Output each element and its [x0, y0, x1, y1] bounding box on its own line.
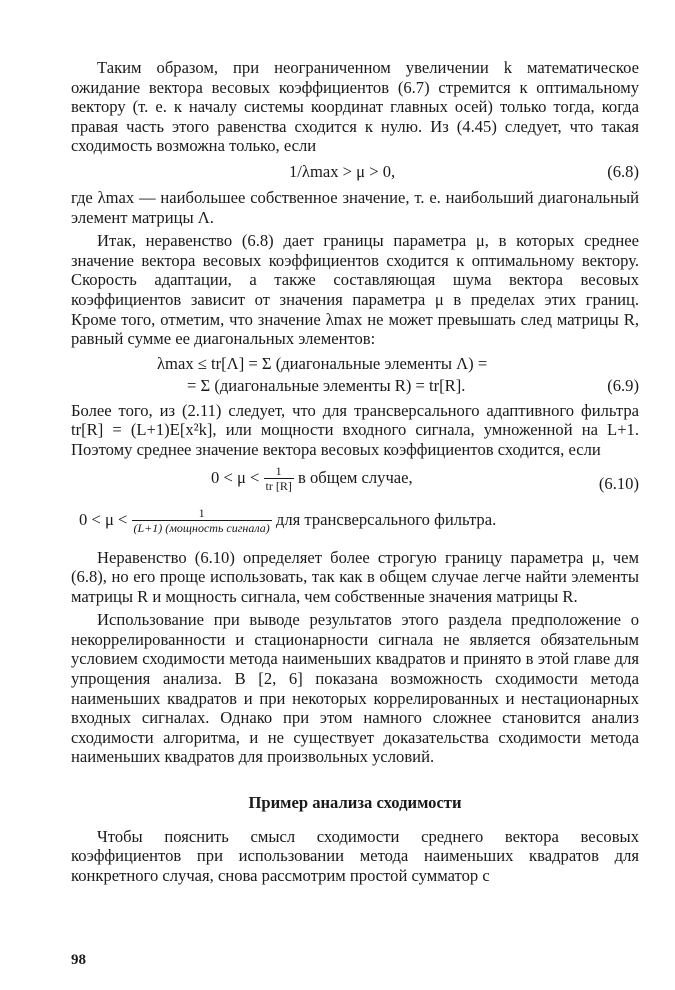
- equation-rhs: для трансверсального фильтра.: [275, 509, 497, 529]
- equation-line-1: λmax ≤ tr[Λ] = Σ (диагональные элементы Λ) =: [157, 353, 488, 373]
- paragraph-example-intro: Чтобы пояснить смысл сходимости среднего вектора весовых коэффициентов при использовании метода наименьших квадратов для конкретного случая, снова рассмотрим простой сумматор с: [71, 826, 639, 885]
- fraction-numerator: 1: [264, 465, 294, 479]
- equation-6-8: [71, 158, 639, 186]
- equation-lhs: 0 < μ <: [79, 509, 128, 529]
- equation-line-2: = Σ (диагональные элементы R) = tr[R].: [187, 375, 466, 395]
- fraction-denominator: tr [R]: [265, 478, 292, 493]
- equation-number: (6.9): [607, 375, 639, 395]
- fraction-denominator: (L+1) (мощность сигнала): [133, 520, 270, 535]
- paragraph-convergence-intro: Таким образом, при неограниченном увеличении k математическое ожидание вектора весовых коэффициентов (6.7) стремится к оптимальному вектору (т. е. к началу системы координат главных осей) только тогда, когда правая часть этого равенства сходится к нулю. Из (4.45) следует, что такая сходимость возможна только, если: [71, 58, 639, 156]
- paragraph-inequality-comparison: Неравенство (6.10) определяет более строгую границу параметра μ, чем (6.8), но его проще использовать, так как в общем случае легче найти элементы матрицы R и мощность сигнала, чем собственные значения матрицы R.: [71, 547, 639, 606]
- fraction: [132, 507, 272, 535]
- section-heading: Пример анализа сходимости: [248, 793, 462, 813]
- paragraph-assumptions: Использование при выводе результатов этого раздела предположение о некоррелированности и стационарности сигнала не является обязательным условием сходимости метода наименьших квадратов и принято в этой главе для упрощения анализа. В [2, 6] показана возможность сходимости метода наименьших квадратов и при некоторых коррелированных и нестационарных входных сигналах. Однако при этом намного сложнее становится анализ сходимости алгоритма, и не существует доказательства сходимости метода наименьших квадратов для произвольных условий.: [71, 610, 639, 767]
- page-number: 98: [71, 952, 86, 968]
- equation-number: (6.10): [598, 473, 639, 493]
- equation-6-9: [71, 351, 639, 399]
- equation-lhs: 0 < μ <: [211, 467, 260, 487]
- equation-number: (6.8): [607, 161, 639, 181]
- fraction-numerator: 1: [132, 507, 272, 521]
- equation-formula: 1/λmax > μ > 0,: [289, 161, 396, 181]
- equation-6-10-transversal: [71, 504, 639, 544]
- fraction: [264, 465, 294, 493]
- paragraph-mu-bounds: Итак, неравенство (6.8) дает границы параметра μ, в которых среднее значение вектора весовых коэффициентов сходится к оптимальному вектору. Скорость адаптации, а также составляющая шума вектора весовых коэффициентов зависит от значения параметра μ в пределах этих границ. Кроме того, отметим, что значение λmax не может превышать след матрицы R, равный сумме ее диагональных элементов:: [71, 231, 639, 349]
- equation-rhs: в общем случае,: [298, 467, 413, 487]
- equation-6-10: [71, 462, 639, 502]
- paragraph-transversal-filter: Более того, из (2.11) следует, что для трансверсального адаптивного фильтра tr[R] = (L+1)E[x²k], или мощности входного сигнала, умноженной на L+1. Поэтому среднее значение вектора весовых коэффициентов сходится, если: [71, 400, 639, 459]
- page-content: [71, 58, 639, 885]
- paragraph-lambda-max-definition: где λmax — наибольшее собственное значение, т. е. наибольший диагональный элемент матрицы Λ.: [71, 187, 639, 227]
